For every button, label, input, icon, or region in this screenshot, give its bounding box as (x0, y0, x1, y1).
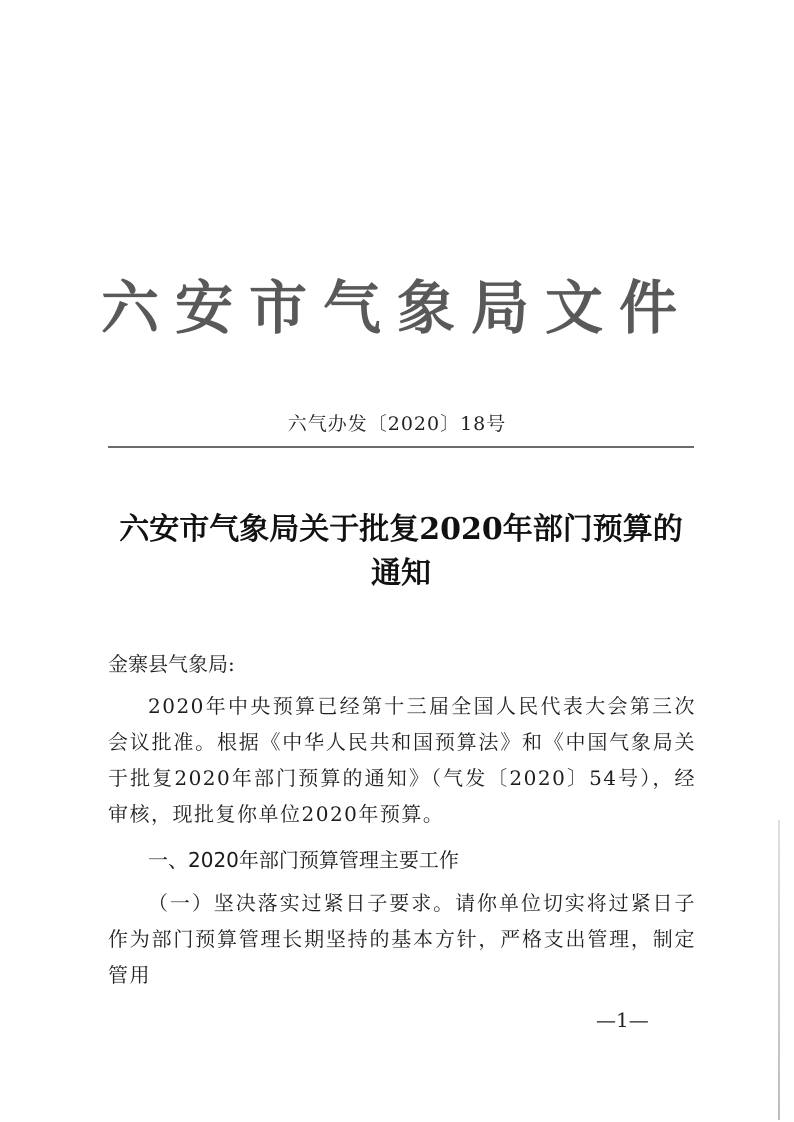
section-heading-1: 一、2020年部门预算管理主要工作 (148, 848, 459, 872)
notice-title-line1: 六安市气象局关于批复2020年部门预算的 (119, 512, 683, 547)
org-header-title: 六安市气象局文件 (100, 274, 693, 342)
scan-edge-shadow (778, 820, 780, 1120)
document-number: 六气办发〔2020〕18号 (287, 413, 507, 435)
notice-title-line2: 通知 (371, 556, 431, 591)
notice-title (108, 508, 694, 596)
body-paragraph-2: （一）坚决落实过紧日子要求。请你单位切实将过紧日子作为部门预算管理长期坚持的基本方针，严格支出管理，制定管用 (108, 891, 696, 987)
page-number: —1— (596, 1008, 649, 1032)
salutation: 金寨县气象局: (108, 652, 235, 676)
body-paragraph-1: 2020年中央预算已经第十三届全国人民代表大会第三次会议批准。根据《中华人民共和国预算法》和《中国气象局关于批复2020年部门预算的通知》（气发〔2020〕54号），经审核，现批复你单位2020年预算。 (108, 694, 696, 826)
header-divider (108, 446, 694, 448)
